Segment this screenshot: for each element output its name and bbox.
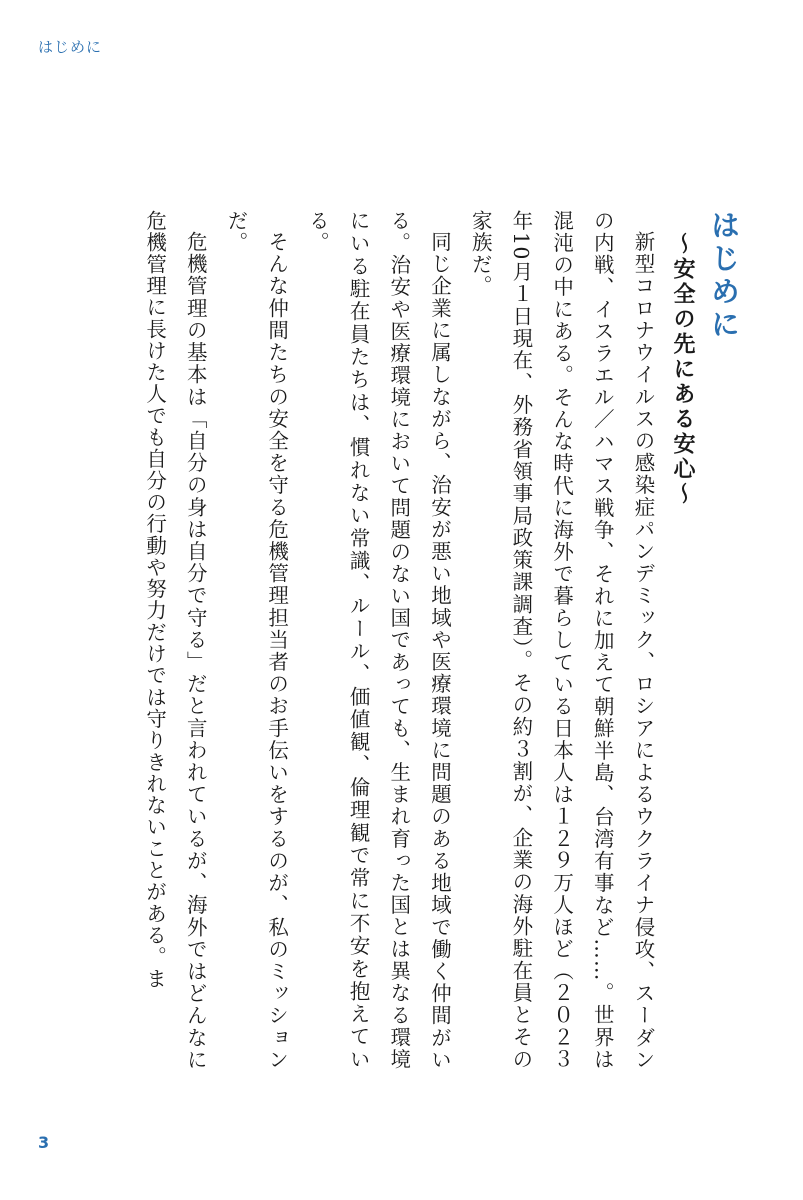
- body-paragraph: 同じ企業に属しながら、治安が悪い地域や医療環境に問題のある地域で働く仲間がいる。治安や医療環境において問題のない国であっても、生まれ育った国とは異なる環境にいる駐在員たちは、慣れない常識、ルール、価値観、倫理観で常に不安を抱えている。: [305, 210, 452, 1070]
- body-paragraph: そんな仲間たちの安全を守る危機管理担当者のお手伝いをするのが、私のミッションだ。: [223, 210, 289, 1070]
- running-head: はじめに: [38, 38, 103, 56]
- body-paragraph: 危機管理の基本は「自分の身は自分で守る」だと言われているが、海外ではどんなに危機管理に長けた人でも自分の行動や努力だけでは守りきれないことがある。ま: [142, 210, 208, 1070]
- vertical-text-block: [45, 210, 745, 1070]
- chapter-subtitle: ～安全の先にある安心～: [670, 232, 696, 507]
- chapter-title: はじめに: [707, 210, 741, 342]
- page-number: 3: [38, 1133, 50, 1152]
- body-paragraph: 新型コロナウイルスの感染症パンデミック、ロシアによるウクライナ侵攻、スーダンの内戦、イスラエル／ハマス戦争、それに加えて朝鮮半島、台湾有事など……。世界は混沌の中にある。そんな時代に海外で暮らしている日本人は１２９万人ほど（２０２３年10月１日現在、外務省領事局政策課調査）。その約３割が、企業の海外駐在員とその家族だ。: [468, 210, 655, 1070]
